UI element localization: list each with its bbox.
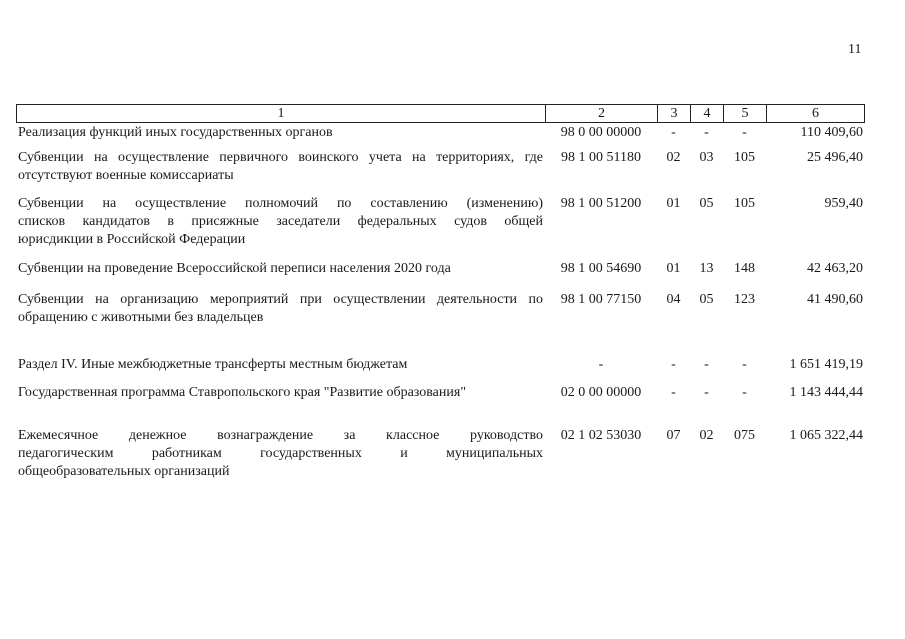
row-sum: 110 409,60 — [800, 125, 863, 140]
header-col-4: 4 — [691, 105, 724, 122]
row-vr: - — [742, 125, 747, 140]
table-header — [16, 104, 865, 123]
row-sum: 42 463,20 — [807, 261, 863, 276]
row-code: 98 1 00 77150 — [560, 292, 642, 307]
row-vr: 075 — [734, 428, 755, 443]
row-sum: 25 496,40 — [807, 150, 863, 165]
row-name-line: Субвенции на организацию мероприятий при осуществлении деятельности по — [18, 292, 543, 307]
row-rz: - — [671, 385, 676, 400]
row-name-line: обращению с животными без владельцев — [18, 310, 264, 325]
row-name-line: Субвенции на проведение Всероссийской переписи населения 2020 года — [18, 261, 451, 276]
row-name — [18, 291, 543, 327]
row-pr: - — [704, 125, 709, 140]
row-vr: 105 — [734, 196, 755, 211]
row-code: 02 1 02 53030 — [560, 428, 642, 443]
row-vr: 148 — [734, 261, 755, 276]
row-name-line: общеобразовательных организаций — [18, 464, 230, 479]
row-name — [18, 124, 543, 142]
row-name-line: Субвенции на осуществление первичного воинского учета на территориях, где — [18, 150, 543, 165]
row-vr: - — [742, 357, 747, 372]
row-rz: 04 — [666, 292, 681, 307]
row-pr: 05 — [699, 196, 714, 211]
row-name — [18, 356, 543, 374]
row-rz: 02 — [666, 150, 681, 165]
row-name-line: Раздел IV. Иные межбюджетные трансферты местным бюджетам — [18, 357, 408, 372]
row-sum: 1 651 419,19 — [789, 357, 863, 372]
header-col-6: 6 — [812, 106, 819, 121]
header-col-1: 1 — [17, 105, 546, 122]
row-rz: 07 — [666, 428, 681, 443]
row-name-line: Реализация функций иных государственных органов — [18, 125, 333, 140]
row-name — [18, 195, 543, 249]
row-code: - — [598, 357, 604, 372]
header-col-2: 2 — [546, 105, 658, 122]
row-sum: 1 143 444,44 — [789, 385, 863, 400]
row-code: 98 1 00 51200 — [560, 196, 642, 211]
row-rz: 01 — [666, 261, 681, 276]
row-name — [18, 384, 543, 402]
row-code: 98 1 00 54690 — [560, 261, 642, 276]
row-name — [18, 260, 543, 278]
row-name — [18, 149, 543, 185]
row-pr: 02 — [699, 428, 714, 443]
row-sum: 959,40 — [824, 196, 863, 211]
header-col-5: 5 — [724, 105, 767, 122]
row-pr: - — [704, 357, 709, 372]
row-rz: - — [671, 125, 676, 140]
row-vr: 123 — [734, 292, 755, 307]
row-pr: 13 — [699, 261, 714, 276]
row-pr: 03 — [699, 150, 714, 165]
row-name-line: Субвенции на осуществление полномочий по составлению (изменению) — [18, 196, 543, 211]
row-name-line: отсутствуют военные комиссариаты — [18, 168, 234, 183]
row-sum: 41 490,60 — [807, 292, 863, 307]
row-name-line: Ежемесячное денежное вознаграждение за классное руководство — [18, 428, 543, 443]
row-code: 02 0 00 00000 — [560, 385, 642, 400]
row-vr: 105 — [734, 150, 755, 165]
row-pr: 05 — [699, 292, 714, 307]
row-name-line: педагогическим работникам государственных и муниципальных — [18, 446, 543, 461]
row-code: 98 0 00 00000 — [560, 125, 642, 140]
row-rz: - — [671, 357, 676, 372]
row-code: 98 1 00 51180 — [561, 150, 641, 165]
row-vr: - — [742, 385, 747, 400]
row-rz: 01 — [666, 196, 681, 211]
row-name-line: юрисдикции в Российской Федерации — [18, 232, 246, 247]
row-name-line: списков кандидатов в присяжные заседатели федеральных судов общей — [18, 214, 543, 229]
page-number: 11 — [848, 42, 862, 57]
row-name-line: Государственная программа Ставропольского края "Развитие образования" — [18, 385, 467, 400]
row-sum: 1 065 322,44 — [789, 428, 863, 443]
row-name — [18, 427, 543, 481]
header-col-3: 3 — [658, 105, 691, 122]
row-pr: - — [704, 385, 709, 400]
